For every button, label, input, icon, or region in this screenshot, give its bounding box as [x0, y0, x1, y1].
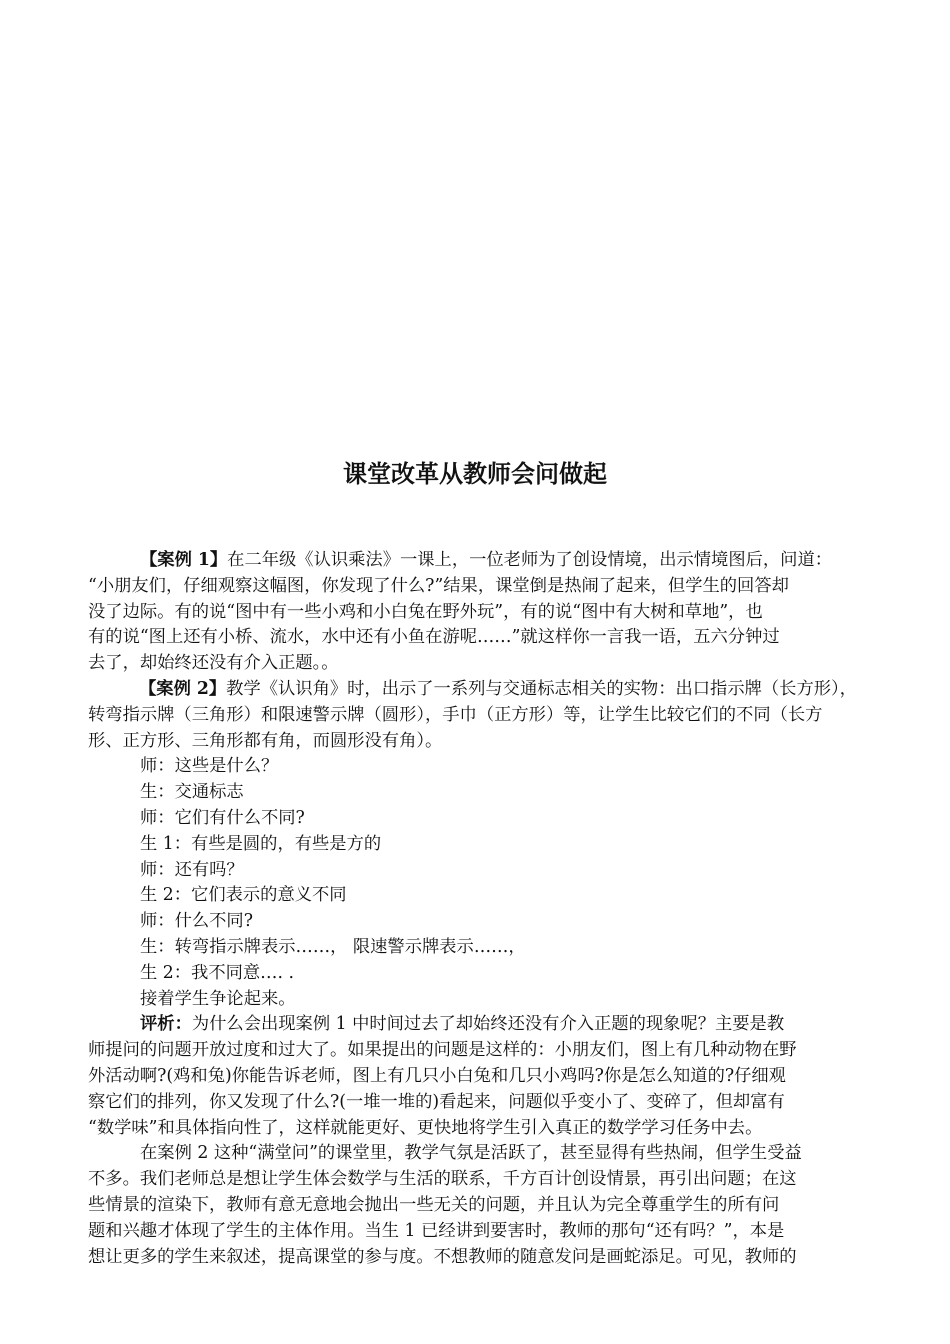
- analysis-line: 师提问的问题开放过度和过大了。如果提出的问题是这样的：小朋友们，图上有几种动物在野: [88, 1040, 797, 1061]
- dialogue-line: 生：转弯指示牌表示……， 限速警示牌表示……，: [140, 936, 526, 957]
- dialogue: [88, 754, 862, 1012]
- case2-line: 【案例 2】教学《认识角》时，出示了一系列与交通标志相关的实物：出口指示牌（长方形），: [139, 678, 857, 699]
- analysis-paragraph: [88, 1012, 862, 1141]
- paragraph-3-line: 题和兴趣才体现了学生的主体作用。当生 1 已经讲到要害时，教师的那句“还有吗？”，本是: [88, 1220, 785, 1241]
- analysis-line: 外活动啊?(鸡和兔)你能告诉老师，图上有几只小白兔和几只小鸡吗?你是怎么知道的?仔细观: [88, 1065, 786, 1086]
- document-body: [88, 548, 862, 1270]
- paragraph-3-line: 不多。我们老师总是想让学生体会数学与生活的联系，千方百计创设情景，再引出问题；在这: [88, 1169, 797, 1190]
- document-title: 课堂改革从教师会问做起: [343, 460, 607, 488]
- case2-line: 形、正方形、三角形都有角，而圆形没有角）。: [88, 730, 443, 751]
- dialogue-line: 师：这些是什么？: [140, 756, 279, 777]
- paragraph-3-line: 想让更多的学生来叙述，提高课堂的参与度。不想教师的随意发问是画蛇添足。可见，教师的: [88, 1246, 797, 1267]
- case2-paragraph: [88, 677, 862, 754]
- case1-line: 没了边际。有的说“图中有一些小鸡和小白兔在野外玩”，有的说“图中有大树和草地”，也: [88, 601, 763, 622]
- dialogue-line: 师：它们有什么不同?: [140, 807, 305, 828]
- case2-label: 【案例 2】: [139, 678, 227, 699]
- dialogue-line: 接着学生争论起来。: [140, 988, 296, 1009]
- case1-paragraph: [88, 548, 862, 677]
- case1-line: 【案例 1】在二年级《认识乘法》一课上，一位老师为了创设情境，出示情境图后，问道：: [140, 550, 833, 570]
- case1-line: 有的说“图上还有小桥、流水，水中还有小鱼在游呢……”就这样你一言我一语，五六分钟过: [88, 627, 780, 648]
- case1-line: “小朋友们，仔细观察这幅图，你发现了什么?”结果，课堂倒是热闹了起来，但学生的回答却: [88, 575, 789, 596]
- case1-line: 去了，却始终还没有介入正题。。: [88, 653, 339, 674]
- dialogue-line: 生 2：我不同意…. .: [140, 962, 294, 983]
- paragraph-3-line: 些情景的渲染下，教师有意无意地会抛出一些无关的问题，并且认为完全尊重学生的所有问: [88, 1194, 780, 1215]
- dialogue-line: 生 1：有些是圆的，有些是方的: [140, 833, 382, 854]
- case1-label: 【案例 1】: [140, 550, 228, 570]
- case2-line: 转弯指示牌（三角形）和限速警示牌（圆形），手巾（正方形）等，让学生比较它们的不同（长方: [88, 704, 823, 725]
- paragraph-3: [88, 1141, 862, 1270]
- dialogue-line: 生 2：它们表示的意义不同: [140, 885, 347, 906]
- dialogue-line: 生：交通标志: [140, 782, 244, 803]
- dialogue-line: 师：什么不同?: [140, 911, 253, 932]
- analysis-line: 察它们的排列，你又发现了什么?(一堆一堆的)看起来，问题似乎变小了、变碎了，但却富有: [88, 1091, 785, 1112]
- analysis-line: 评析：为什么会出现案例 1 中时间过去了却始终还没有介入正题的现象呢？主要是教: [140, 1014, 785, 1035]
- dialogue-line: 师：还有吗？: [140, 859, 244, 880]
- paragraph-3-line: 在案例 2 这种“满堂问”的课堂里，教学气氛是活跃了，甚至显得有些热闹，但学生受益: [140, 1143, 802, 1164]
- analysis-line: “数学味”和具体指向性了，这样就能更好、更快地将学生引入真正的数学学习任务中去。: [88, 1117, 763, 1138]
- analysis-label: 评析：: [140, 1014, 192, 1035]
